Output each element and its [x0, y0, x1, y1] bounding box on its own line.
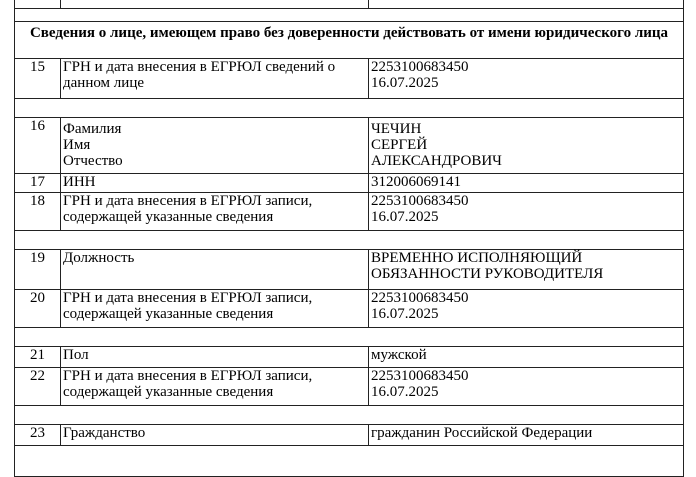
row-number: 18 — [15, 193, 61, 231]
row-number: 20 — [15, 290, 61, 328]
row-label: ГРН и дата внесения в ЕГРЮЛ записи, содержащей указанные сведения — [61, 368, 369, 406]
table-row — [15, 59, 684, 99]
row-value — [369, 193, 684, 231]
first-name: СЕРГЕЙ — [371, 137, 428, 153]
grn: 2253100683450 — [371, 193, 469, 209]
patronymic: АЛЕКСАНДРОВИЧ — [371, 153, 502, 169]
row-value: 312006069141 — [369, 174, 684, 193]
row-number: 22 — [15, 368, 61, 406]
label-name: Имя — [63, 137, 91, 153]
row-label — [61, 118, 369, 174]
row-label: ГРН и дата внесения в ЕГРЮЛ записи, содержащей указанные сведения — [61, 193, 369, 231]
row-number: 23 — [15, 425, 61, 446]
table-row — [15, 347, 684, 368]
table-row-spacer — [15, 446, 684, 477]
table-row-spacer — [15, 231, 684, 250]
section-header-row — [15, 22, 684, 59]
row-value — [369, 290, 684, 328]
row-label: Должность — [61, 250, 369, 290]
row-label: ИНН — [61, 174, 369, 193]
row-label: ГРН и дата внесения в ЕГРЮЛ записи, содержащей указанные сведения — [61, 290, 369, 328]
table-row — [15, 368, 684, 406]
table-row — [15, 250, 684, 290]
row-value — [369, 118, 684, 174]
table-row-spacer — [15, 406, 684, 425]
row-value: мужской — [369, 347, 684, 368]
table-row — [15, 425, 684, 446]
row-number: 21 — [15, 347, 61, 368]
table-row-spacer — [15, 9, 684, 22]
table-row — [15, 174, 684, 193]
label-surname: Фамилия — [63, 121, 122, 137]
table-row — [15, 193, 684, 231]
table-row-partial — [15, 0, 684, 9]
row-value: гражданин Российской Федерации — [369, 425, 684, 446]
row-label: ГРН и дата внесения в ЕГРЮЛ сведений о данном лице — [61, 59, 369, 99]
date: 16.07.2025 — [371, 384, 439, 400]
row-number: 17 — [15, 174, 61, 193]
date: 16.07.2025 — [371, 75, 439, 91]
section-title: Сведения о лице, имеющем право без доверенности действовать от имени юридического лица — [15, 22, 684, 59]
grn: 2253100683450 — [371, 59, 469, 75]
row-value: ВРЕМЕННО ИСПОЛНЯЮЩИЙ ОБЯЗАННОСТИ РУКОВОДИТЕЛЯ — [369, 250, 684, 290]
row-number: 19 — [15, 250, 61, 290]
row-value — [369, 59, 684, 99]
surname: ЧЕЧИН — [371, 121, 422, 137]
grn: 2253100683450 — [371, 290, 469, 306]
row-number: 16 — [15, 118, 61, 174]
table-row-spacer — [15, 99, 684, 118]
table-row-spacer — [15, 328, 684, 347]
row-label: Пол — [61, 347, 369, 368]
grn: 2253100683450 — [371, 368, 469, 384]
row-value — [369, 368, 684, 406]
row-number: 15 — [15, 59, 61, 99]
date: 16.07.2025 — [371, 209, 439, 225]
date: 16.07.2025 — [371, 306, 439, 322]
egrul-table — [14, 0, 684, 477]
row-label: Гражданство — [61, 425, 369, 446]
table-row — [15, 290, 684, 328]
table-row — [15, 118, 684, 174]
label-patronymic: Отчество — [63, 153, 123, 169]
